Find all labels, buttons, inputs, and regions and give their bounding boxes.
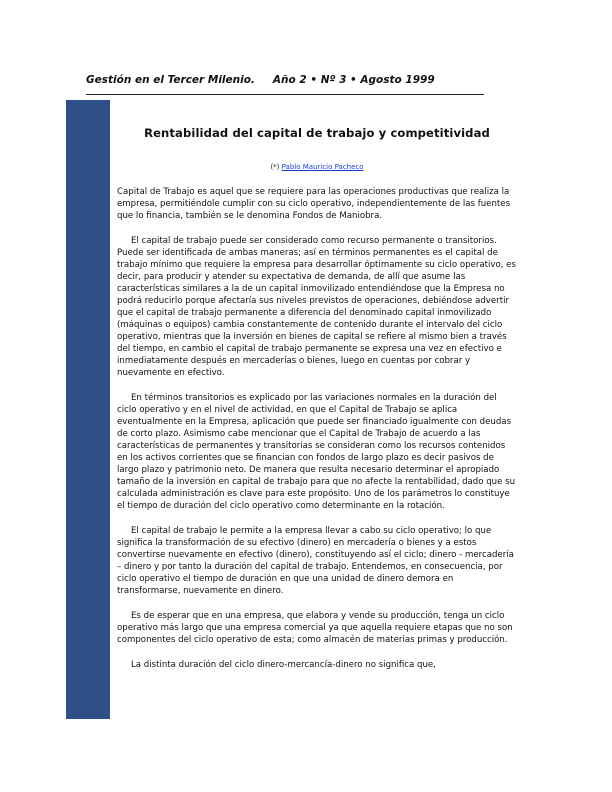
paragraph: En términos transitorios es explicado por las variaciones normales en la duración del ciclo operativo y en el nivel de actividad, en que el Capital de Trabajo se aplica eventualmente en la Empresa, aplicación que puede ser financiado igualmente con deudas de corto plazo. Asimismo cabe mencionar que el Capital de Trabajo de acuerdo a las características de permanentes y transitorias se consideran como los recursos contenidos en los activos corrientes que se financian con fondos de largo plazo es decir pasivos de largo plazo y patrimonio neto. De manera que resulta necesario determinar el apropiado tamaño de la inversión en capital de trabajo para que no afecte la rentabilidad, dado que su calculada administración es clave para este propósito. Uno de los parámetros lo constituye el tiempo de duración del ciclo operativo como determinante en la rotación.: [117, 393, 516, 511]
article-title: Rentabilidad del capital de trabajo y competitividad: [144, 126, 490, 140]
issue-info: Año 2 • Nº 3 • Agosto 1999: [272, 74, 435, 86]
author-line: [117, 163, 517, 172]
publication-name: Gestión en el Tercer Milenio.: [86, 74, 255, 86]
paragraph: Capital de Trabajo es aquel que se requiere para las operaciones productivas que realiza la empresa, permitiéndole cumplir con su ciclo operativo, independientemente de las fuentes que lo financia, también se le denomina Fondos de Maniobra.: [117, 187, 511, 221]
publication-header: [86, 74, 484, 95]
paragraph: Es de esperar que en una empresa, que elabora y vende su producción, tenga un ciclo operativo más largo que una empresa comercial ya que aquella requiere etapas que no son componentes del ciclo operativo de esta; como almacén de materias primas y producción.: [117, 611, 513, 645]
author-link[interactable]: Pablo Mauricio Pacheco: [281, 163, 364, 171]
article-body: [117, 126, 517, 684]
author-prefix: (*): [270, 163, 282, 171]
paragraph: La distinta duración del ciclo dinero-mercancía-dinero no significa que,: [131, 660, 436, 670]
paragraph: El capital de trabajo puede ser considerado como recurso permanente o transitorios. Puede ser identificada de ambas maneras; así en términos permanentes es el capital de trabajo mínimo que requiere la empresa para desarrollar óptimamente su ciclo operativo, es decir, para producir y atender su expectativa de demanda, de allí que asume las características similares a la de un capital inmovilizado entendiéndose que la Empresa no podrá reducirlo porque afectaría sus niveles previstos de operaciones, debiéndose advertir que el capital de trabajo permanente a diferencia del denominado capital inmovilizado (máquinas o equipos) cambia constantemente de contenido durante el intervalo del ciclo operativo, mientras que la inversión en bienes de capital se refiere al mismo bien a través del tiempo, en cambio el capital de trabajo permanente se expresa una vez en efectivo e inmediatamente después en mercaderías o bienes, luego en cuentas por cobrar y nuevamente en efectivo.: [117, 236, 516, 378]
sidebar-bar: [66, 100, 110, 719]
paragraph: El capital de trabajo le permite a la empresa llevar a cabo su ciclo operativo; lo que significa la transformación de su efectivo (dinero) en mercadería o bienes y a estos convertirse nuevamente en efectivo (dinero), constituyendo así el ciclo; dinero - mercadería – dinero y por tanto la duración del capital de trabajo. Entendemos, en consecuencia, por ciclo operativo el tiempo de duración en que una unidad de dinero demora en transformarse, nuevamente en dinero.: [117, 526, 514, 596]
